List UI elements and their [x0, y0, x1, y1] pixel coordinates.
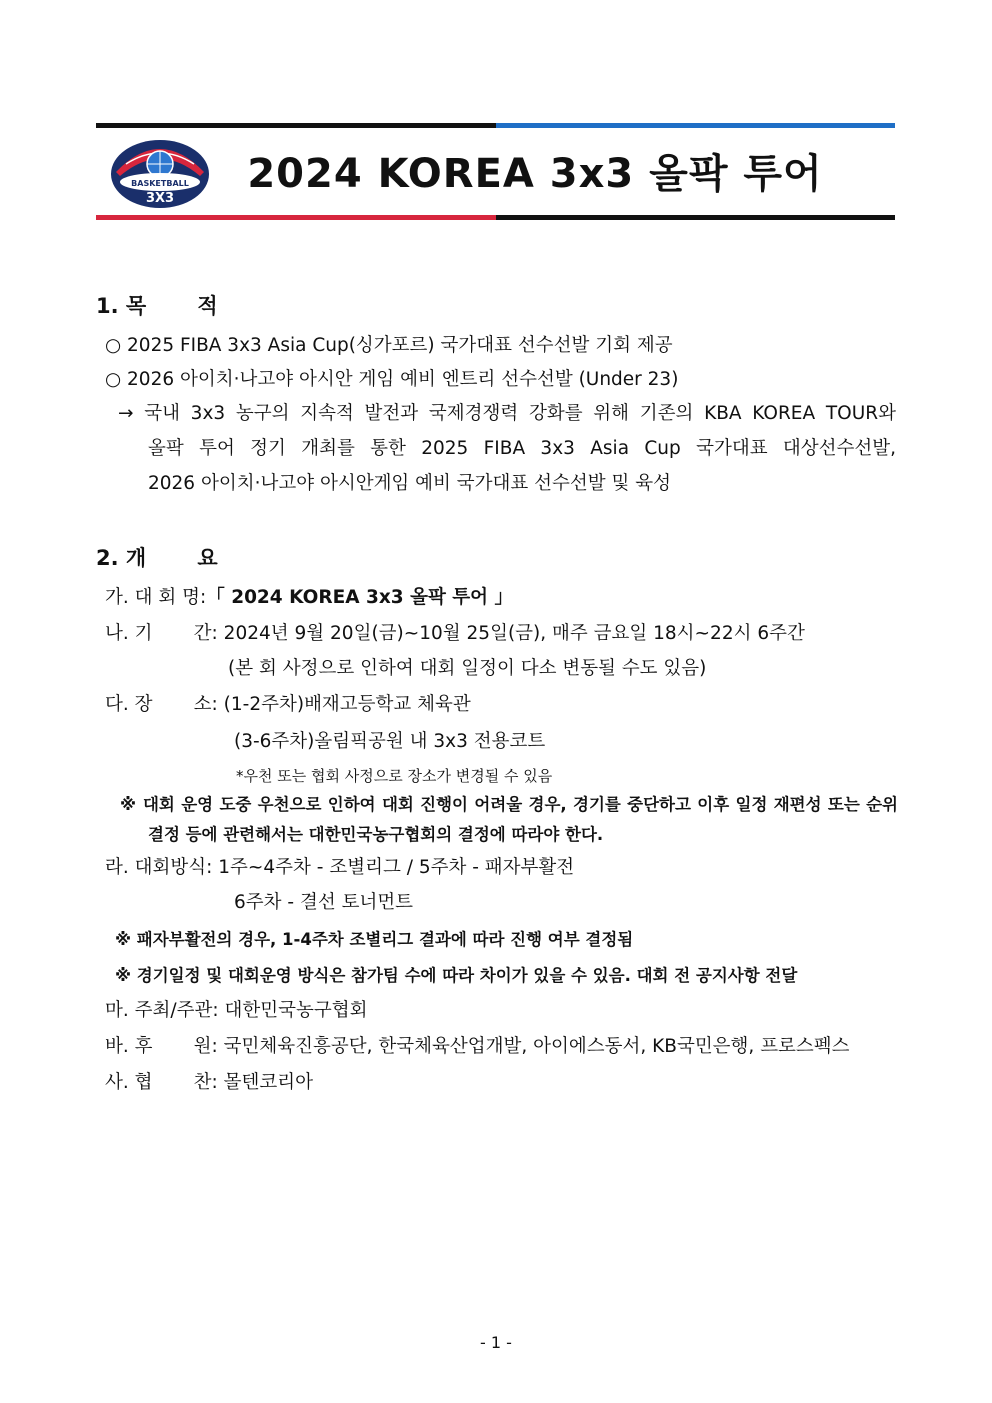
section2-heading: 2. 개 요 [96, 546, 218, 570]
event-name-label: 가. 대 회 명: [105, 587, 207, 608]
section1-arrow-line-3: 2026 아이치·나고야 아시안게임 예비 국가대표 선수선발 및 육성 [148, 473, 672, 494]
event-host-label: 마. 주최/주관: [105, 1000, 219, 1021]
event-period-label: 나. 기 간: [105, 623, 218, 644]
header-bottom-rule-black [496, 215, 896, 220]
event-venue-value-1: (1-2주차)배재고등학교 체육관 [223, 694, 471, 715]
event-period-note: (본 회 사정으로 인하여 대회 일정이 다소 변동될 수도 있음) [228, 658, 707, 679]
header-top-rule [96, 123, 895, 128]
event-host-value: 대한민국농구협회 [224, 1000, 368, 1021]
section1-arrow-line-1: → 국내 3x3 농구의 지속적 발전과 국제경쟁력 강화를 위해 기존의 KBA KOREA TOUR와 [118, 403, 896, 424]
header-bottom-rule-red [96, 215, 496, 220]
basketball-3x3-logo [108, 136, 212, 210]
header-bottom-rule [96, 215, 895, 220]
event-venue-value-2: (3-6주차)올림픽공원 내 3x3 전용코트 [234, 731, 546, 752]
notice-1-line-1: ※ 대회 운영 도중 우천으로 인하여 대회 진행이 어려울 경우, 경기를 중단하고 이후 일정 재편성 또는 순위 [120, 795, 898, 814]
event-name-value: 「 2024 KOREA 3x3 올팍 투어 」 [206, 587, 513, 608]
page-number: - 1 - [480, 1333, 512, 1352]
section1-item-1: ○ 2025 FIBA 3x3 Asia Cup(싱가포르) 국가대표 선수선발 기회 제공 [105, 335, 673, 356]
svg-text:BASKETBALL: BASKETBALL [131, 179, 189, 188]
event-format-row [105, 855, 574, 881]
event-format-label: 라. 대회방식: [105, 857, 213, 878]
event-support-row [105, 1070, 313, 1096]
header-top-rule-black [96, 123, 496, 128]
event-period-value: 2024년 9월 20일(금)~10월 25일(금), 매주 금요일 18시~22시 6주간 [223, 623, 805, 644]
event-host-row [105, 998, 367, 1024]
event-sponsor-value: 국민체육진흥공단, 한국체육산업개발, 아이에스동서, KB국민은행, 프로스펙스 [223, 1036, 850, 1057]
event-sponsor-label: 바. 후 원: [105, 1036, 218, 1057]
event-support-value: 몰텐코리아 [223, 1072, 314, 1093]
event-sponsor-row [105, 1034, 850, 1060]
section1-item-2: ○ 2026 아이치·나고야 아시안 게임 예비 엔트리 선수선발 (Under 23) [105, 369, 679, 390]
notice-1-line-2: 결정 등에 관련해서는 대한민국농구협회의 결정에 따라야 한다. [148, 825, 604, 844]
section1-heading: 1. 목 적 [96, 294, 218, 318]
event-format-value-2: 6주차 - 결선 토너먼트 [234, 892, 414, 913]
event-format-value-1: 1주~4주차 - 조별리그 / 5주차 - 패자부활전 [218, 857, 575, 878]
event-period-row [105, 621, 805, 647]
event-venue-row [105, 692, 471, 718]
event-venue-note: *우천 또는 협회 사정으로 장소가 변경될 수 있음 [236, 767, 553, 785]
event-venue-label: 다. 장 소: [105, 694, 218, 715]
page-title: 2024 KOREA 3x3 올팍 투어 [247, 151, 823, 197]
notice-2: ※ 패자부활전의 경우, 1-4주차 조별리그 결과에 따라 진행 여부 결정됨 [115, 930, 634, 949]
svg-text:3X3: 3X3 [145, 191, 175, 206]
event-support-label: 사. 협 찬: [105, 1072, 218, 1093]
event-name-row [105, 585, 513, 611]
header-top-rule-blue [496, 123, 896, 128]
section1-arrow-line-2: 올팍 투어 정기 개최를 통한 2025 FIBA 3x3 Asia Cup 국가대표 대상선수선발, [148, 438, 896, 459]
notice-3: ※ 경기일정 및 대회운영 방식은 참가팀 수에 따라 차이가 있을 수 있음. 대회 전 공지사항 전달 [115, 966, 798, 985]
